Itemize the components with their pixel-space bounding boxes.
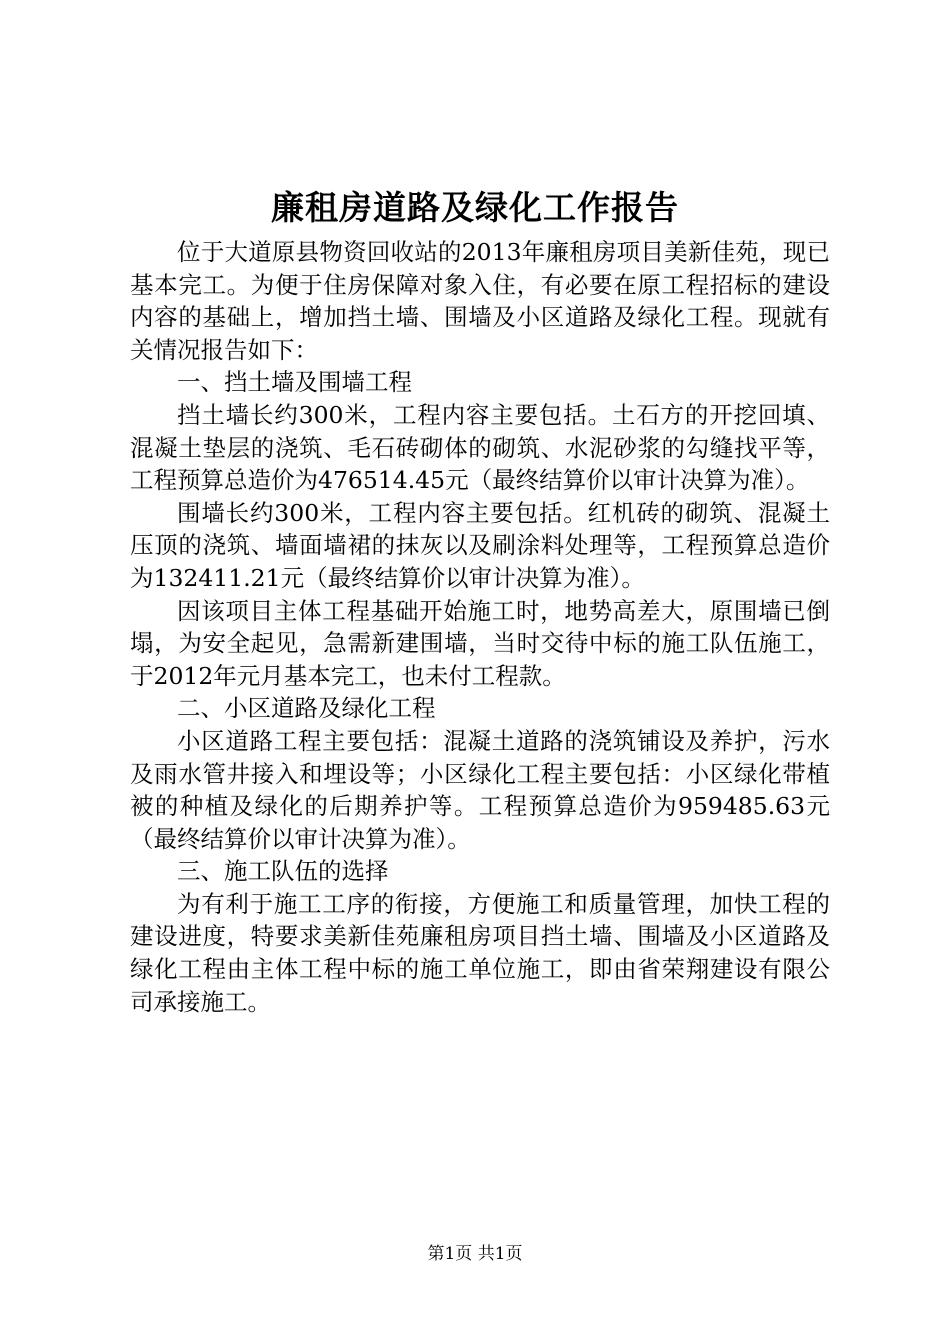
retaining-wall-paragraph: 挡土墙长约300米，工程内容主要包括。土石方的开挖回填、混凝土垫层的浇筑、毛石砖砌体的砌筑、水泥砂浆的勾缝找平等，工程预算总造价为476514.45元（最终结算价以审计决算为准）。 — [130, 400, 830, 495]
section-heading-roads-greening: 二、小区道路及绿化工程 — [177, 694, 436, 723]
document-title: 廉租房道路及绿化工作报告 — [271, 188, 679, 227]
section-heading-retaining-wall: 一、挡土墙及围墙工程 — [177, 368, 412, 397]
contractor-paragraph: 为有利于施工工序的衔接，方便施工和质量管理，加快工程的建设进度，特要求美新佳苑廉租房项目挡土墙、围墙及小区道路及绿化工程由主体工程中标的施工单位施工，即由省荣翔建设有限公司承接施工。 — [130, 889, 830, 1016]
wall-collapse-paragraph: 因该项目主体工程基础开始施工时，地势高差大，原围墙已倒塌，为安全起见，急需新建围墙，当时交待中标的施工队伍施工，于2012年元月基本完工，也未付工程款。 — [130, 596, 830, 690]
enclosure-wall-paragraph: 围墙长约300米，工程内容主要包括。红机砖的砌筑、混凝土压顶的浇筑、墙面墙裙的抹灰以及刷涂料处理等，工程预算总造价为132411.21元（最终结算价以审计决算为准）。 — [130, 498, 830, 592]
section-heading-contractor: 三、施工队伍的选择 — [177, 857, 389, 886]
roads-greening-paragraph: 小区道路工程主要包括：混凝土道路的浇筑铺设及养护，污水及雨水管井接入和埋设等；小区绿化工程主要包括：小区绿化带植被的种植及绿化的后期养护等。工程预算总造价为959485.63元（最终结算价以审计决算为准）。 — [130, 726, 830, 853]
document-body — [130, 236, 830, 1018]
intro-paragraph: 位于大道原县物资回收站的2013年廉租房项目美新佳苑，现已基本完工。为便于住房保障对象入住，有必要在原工程招标的建设内容的基础上，增加挡土墙、围墙及小区道路及绿化工程。现就有关情况报告如下： — [130, 238, 830, 364]
page-footer: 第1页 共1页 — [427, 1244, 523, 1264]
